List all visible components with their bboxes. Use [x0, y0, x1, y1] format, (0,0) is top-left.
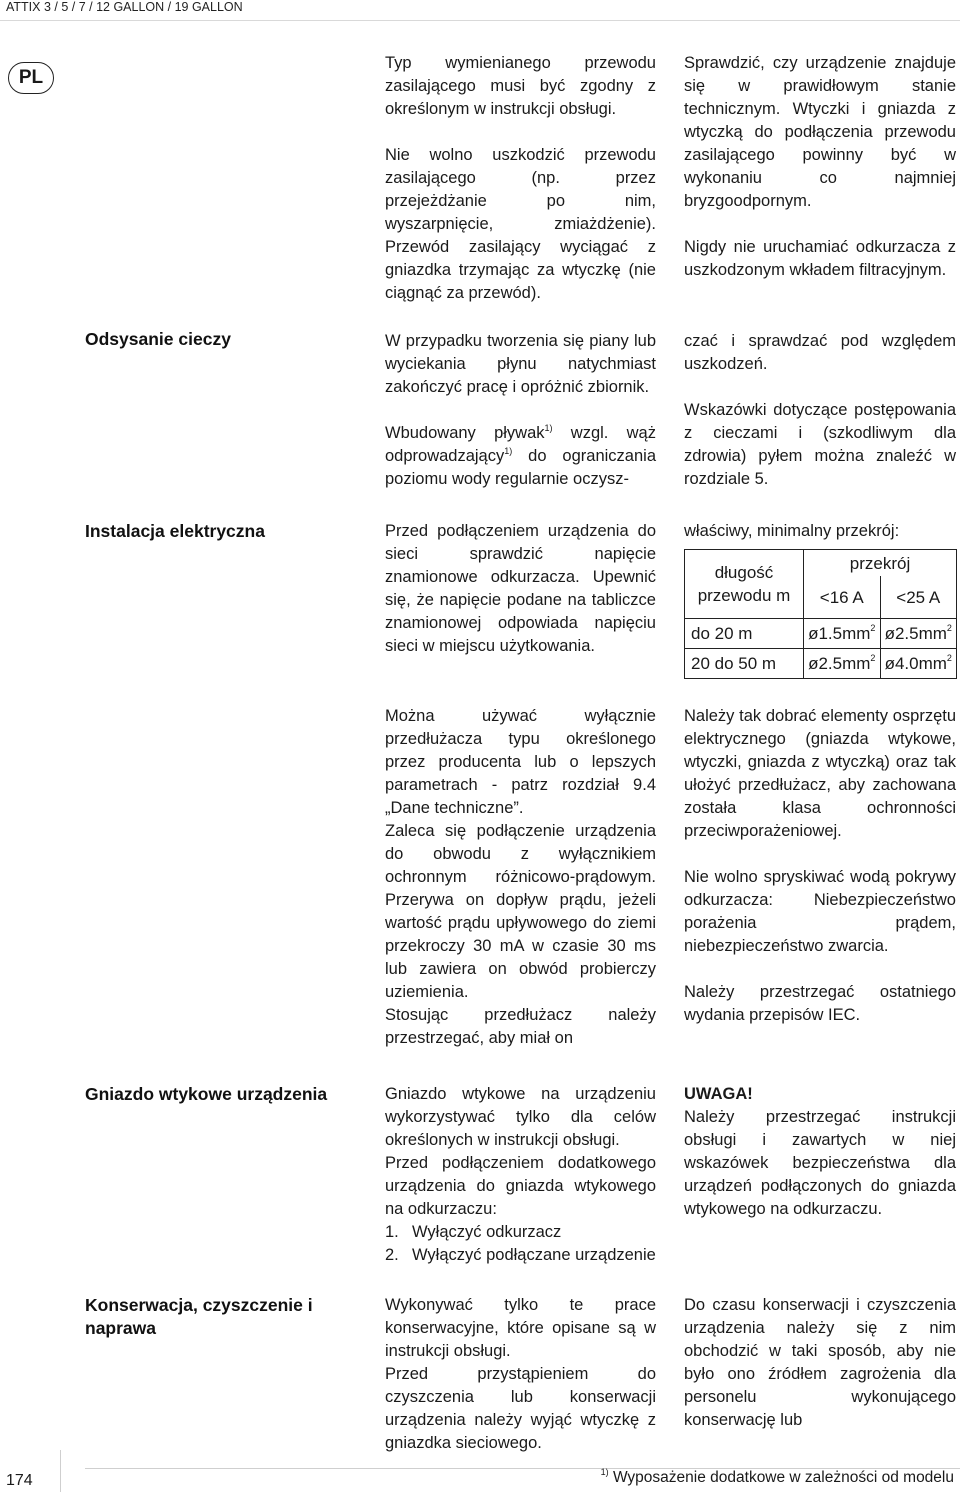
col2-block-5	[684, 1083, 956, 1221]
col2-para: Należy tak dobrać elementy osprzętu elektrycznego (gniazda wtykowe, wtyczki, gniazda z wtyczką) oraz tak ułożyć przedłużacz, aby zachowana została klasa ochronności przeciwporażeniowej.	[684, 707, 956, 840]
footnote-mark: 1)	[600, 1466, 609, 1477]
col1-block-2	[385, 330, 656, 491]
footnote-mark: 1)	[544, 422, 553, 433]
table-row	[685, 649, 957, 679]
unit-exponent: 2	[946, 623, 952, 634]
warning-heading: UWAGA!	[684, 1085, 753, 1103]
header-divider	[0, 20, 960, 21]
table-row	[685, 550, 957, 577]
language-badge: PL	[8, 62, 54, 94]
col2-para: Należy przestrzegać ostatniego wydania przepisów IEC.	[684, 983, 956, 1024]
col2-block-1	[684, 52, 956, 282]
unit-exponent: 2	[870, 653, 876, 664]
section-heading-electrical: Instalacja elektryczna	[85, 521, 265, 541]
list-item	[385, 1221, 656, 1244]
table-header-length: długość przewodu m	[685, 550, 804, 619]
col2-para: czać i sprawdzać pod względem uszkodzeń.	[684, 332, 956, 373]
step-number: 2.	[385, 1246, 399, 1264]
col2-block-4	[684, 705, 956, 1027]
col2-para: Do czasu konserwacji i czyszczenia urządzenia należy się z nim obchodzić w taki sposób, aby nie było ono źródłem zagrożenia dla personelu wykonującego konserwację lub	[684, 1296, 956, 1429]
col1-para: Gniazdo wtykowe na urządzeniu wykorzystywać tylko dla celów określonych w instrukcji obsługi.	[385, 1085, 656, 1149]
unit-exponent: 2	[946, 653, 952, 664]
col1-block-4	[385, 705, 656, 1050]
table-header-cross-section: przekrój	[804, 550, 957, 577]
col1-block-3	[385, 520, 656, 658]
col2-para: Wskazówki dotyczące postępowania z cieczami i (szkodliwym dla zdrowia) pyłem można znaleźć w rozdziale 5.	[684, 401, 956, 488]
table-header-16a: <16 A	[804, 576, 881, 619]
col2-para: Nie wolno spryskiwać wodą pokrywy odkurzacza: Niebezpieczeństwo porażenia prądem, niebezpieczeństwo zwarcia.	[684, 868, 956, 955]
col1-para: Przed podłączeniem dodatkowego urządzenia do gniazda wtykowego na odkurzaczu:	[385, 1154, 656, 1218]
col1-para: Przed podłączeniem urządzenia do sieci sprawdzić napięcie znamionowe odkurzacza. Upewnić się, że napięcie podane na tabliczce znamionowej odpowiada napięciu sieci w miejscu użytkowania.	[385, 522, 656, 655]
col1-block-6	[385, 1294, 656, 1455]
col1-block-1	[385, 52, 656, 305]
col2-para: Sprawdzić, czy urządzenie znajduje się w prawidłowym stanie technicznym. Wtyczki i gniazda z wtyczką do podłączenia przewodu zasilającego powinny być w wykonaniu co najmniej bryzgoodpornym.	[684, 54, 956, 210]
footer-divider-vertical	[60, 1450, 61, 1492]
cell-value: ø4.0mm	[884, 654, 947, 673]
col2-block-6	[684, 1294, 956, 1432]
col2-para: właściwy, minimalny przekrój:	[684, 522, 900, 540]
footnote-mark: 1)	[504, 445, 513, 456]
table-cell-25a	[880, 649, 957, 679]
steps-list	[385, 1221, 656, 1267]
col2-para: Nigdy nie uruchamiać odkurzacza z uszkodzonym wkładem filtracyjnym.	[684, 238, 956, 279]
col1-para: Nie wolno uszkodzić przewodu zasilającego (np. przez przejeżdżanie po nim, wyszarpnięcie, zmiażdżenie). Przewód zasilający wyciągać z gniazdka trzymając za wtyczkę (nie ciągnąć za przewód).	[385, 146, 656, 302]
text-span: wzgl. wąż odprowadzający	[385, 424, 656, 465]
col1-para: Zaleca się podłączenie urządzenia do obwodu z wyłącznikiem ochronnym różnicowo-prądowym. Przerywa on dopływ prądu, jeżeli wartość prądu upływowego do ziemi przekroczy 30 mA w czasie 30 ms lub zawiera on obwód probierczy uziemienia.	[385, 822, 656, 1001]
page-number: 174	[6, 1472, 33, 1489]
col2-para: Należy przestrzegać instrukcji obsługi i zawartych w niej wskazówek bezpieczeństwa dla urządzeń podłączonych do gniazda wtykowego na odkurzaczu.	[684, 1108, 956, 1218]
text-span: Wbudowany pływak	[385, 424, 545, 442]
list-item	[385, 1244, 656, 1267]
section-heading-maintenance: Konserwacja, czyszczenie i naprawa	[85, 1295, 313, 1338]
col1-para: Przed przystąpieniem do czyszczenia lub konserwacji urządzenia należy wyjąć wtyczkę z gniazdka sieciowego.	[385, 1365, 656, 1452]
col1-para: Typ wymienianego przewodu zasilającego musi być zgodny z określonym w instrukcji obsługi.	[385, 54, 656, 118]
text-span: do ograniczania poziomu wody regularnie oczysz-	[385, 447, 656, 488]
footnote-text: Wyposażenie dodatkowe w zależności od modelu	[612, 1469, 954, 1486]
section-heading-socket: Gniazdo wtykowe urządzenia	[85, 1084, 328, 1104]
col1-para: W przypadku tworzenia się piany lub wyciekania płynu natychmiast zakończyć pracę i opróżnić zbiornik.	[385, 332, 656, 396]
col1-para-float	[385, 422, 656, 491]
col2-block-3	[684, 520, 956, 543]
cable-cross-section-table	[684, 549, 957, 679]
col2-block-2	[684, 330, 956, 491]
cell-value: ø2.5mm	[808, 654, 871, 673]
footnote	[600, 1466, 954, 1487]
step-text: Wyłączyć podłączane urządzenie	[412, 1246, 656, 1264]
table-row	[685, 619, 957, 649]
col1-block-5	[385, 1083, 656, 1267]
col1-para: Stosując przedłużacz należy przestrzegać, aby miał on	[385, 1006, 656, 1047]
table-cell-16a	[804, 619, 881, 649]
table-cell-length: do 20 m	[685, 619, 804, 649]
step-number: 1.	[385, 1223, 399, 1241]
step-text: Wyłączyć odkurzacz	[412, 1223, 562, 1241]
cell-value: ø1.5mm	[808, 624, 871, 643]
document-header: ATTIX 3 / 5 / 7 / 12 GALLON / 19 GALLON	[6, 0, 243, 14]
table-cell-length: 20 do 50 m	[685, 649, 804, 679]
col1-para: Wykonywać tylko te prace konserwacyjne, które opisane są w instrukcji obsługi.	[385, 1296, 656, 1360]
cell-value: ø2.5mm	[884, 624, 947, 643]
col1-para: Można używać wyłącznie przedłużacza typu określonego przez producenta lub o lepszych parametrach - patrz rozdział 9.4 „Dane techniczne”.	[385, 707, 656, 817]
section-heading-liquid-suction: Odsysanie cieczy	[85, 329, 231, 349]
table-cell-16a	[804, 649, 881, 679]
unit-exponent: 2	[870, 623, 876, 634]
table-cell-25a	[880, 619, 957, 649]
table-header-25a: <25 A	[880, 576, 957, 619]
